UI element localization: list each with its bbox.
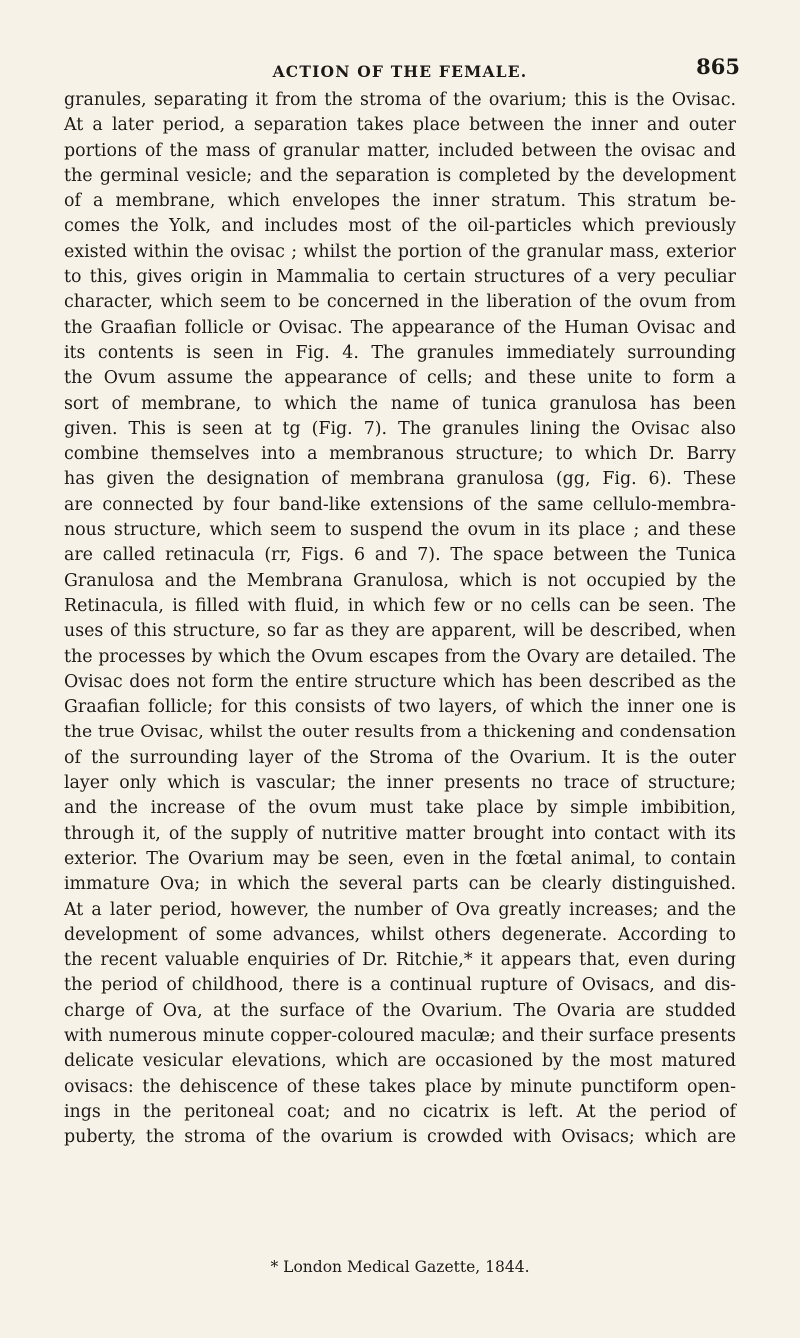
text-line: development of some advances, whilst others degenerate. According to	[64, 924, 736, 945]
text-line: exterior. The Ovarium may be seen, even in the fœtal animal, to contain	[64, 848, 736, 869]
text-line: nous structure, which seem to suspend the ovum in its place ; and these	[64, 520, 736, 541]
text-line: Graafian follicle; for this consists of two layers, of which the inner one is	[64, 697, 736, 718]
text-line: through it, of the supply of nutritive matter brought into contact with its	[64, 823, 736, 844]
text-line: the period of childhood, there is a continual rupture of Ovisacs, and dis-	[64, 975, 736, 996]
text-line: delicate vesicular elevations, which are occasioned by the most matured	[64, 1051, 736, 1072]
page-number: 865	[696, 54, 740, 79]
text-line: the processes by which the Ovum escapes from the Ovary are detailed. The	[64, 646, 736, 667]
text-line: existed within the ovisac ; whilst the portion of the granular mass, exterior	[64, 241, 736, 262]
text-line: of a membrane, which envelopes the inner stratum. This stratum be-	[64, 191, 736, 212]
text-line: combine themselves into a membranous structure; to which Dr. Barry	[64, 444, 736, 465]
text-line: ings in the peritoneal coat; and no cicatrix is left. At the period of	[64, 1101, 736, 1122]
text-line: puberty, the stroma of the ovarium is crowded with Ovisacs; which are	[64, 1127, 736, 1148]
text-line: with numerous minute copper-coloured maculæ; and their surface presents	[64, 1025, 736, 1046]
text-line: character, which seem to be concerned in the liberation of the ovum from	[64, 292, 736, 313]
text-line: to this, gives origin in Mammalia to certain structures of a very peculiar	[64, 267, 736, 288]
text-line: Ovisac does not form the entire structure which has been described as the	[64, 671, 736, 692]
running-head	[0, 54, 800, 90]
text-line: granules, separating it from the stroma of the ovarium; this is the Ovisac.	[64, 90, 736, 110]
text-line: its contents is seen in Fig. 4. The granules immediately surrounding	[64, 342, 736, 363]
running-header-title: ACTION OF THE FEMALE.	[272, 62, 528, 81]
text-line: are called retinacula (rr, Figs. 6 and 7). The space between the Tunica	[64, 545, 736, 566]
text-line: Granulosa and the Membrana Granulosa, which is not occupied by the	[64, 570, 736, 591]
footnote: * London Medical Gazette, 1844.	[270, 1258, 530, 1276]
text-line: the germinal vesicle; and the separation is completed by the development	[64, 165, 736, 186]
text-line: ovisacs: the dehiscence of these takes place by minute punctiform open-	[64, 1076, 736, 1097]
text-line: sort of membrane, to which the name of tunica granulosa has been	[64, 393, 736, 414]
text-line: of the surrounding layer of the Stroma of the Ovarium. It is the outer	[64, 747, 736, 768]
text-line: the true Ovisac, whilst the outer results from a thickening and condensation	[64, 722, 736, 743]
body-text	[64, 88, 736, 1150]
text-line: are connected by four band-like extensions of the same cellulo-membra-	[64, 494, 736, 515]
text-line: the Ovum assume the appearance of cells; and these unite to form a	[64, 368, 736, 389]
text-line: uses of this structure, so far as they are apparent, will be described, when	[64, 621, 736, 642]
text-line: the recent valuable enquiries of Dr. Ritchie,* it appears that, even during	[64, 950, 736, 971]
text-line: and the increase of the ovum must take place by simple imbibition,	[64, 798, 736, 819]
text-line: immature Ova; in which the several parts can be clearly distinguished.	[64, 874, 736, 895]
text-line: At a later period, a separation takes place between the inner and outer	[64, 115, 736, 136]
text-line: the Graafian follicle or Ovisac. The appearance of the Human Ovisac and	[64, 317, 736, 338]
text-line: given. This is seen at tg (Fig. 7). The granules lining the Ovisac also	[64, 418, 736, 439]
text-line: At a later period, however, the number of Ova greatly increases; and the	[64, 899, 736, 920]
text-line: charge of Ova, at the surface of the Ovarium. The Ovaria are studded	[64, 1000, 736, 1021]
text-line: has given the designation of membrana granulosa (gg, Fig. 6). These	[64, 469, 736, 490]
text-line: comes the Yolk, and includes most of the oil-particles which previously	[64, 216, 736, 237]
text-line: portions of the mass of granular matter, included between the ovisac and	[64, 140, 736, 161]
text-line: Retinacula, is filled with fluid, in which few or no cells can be seen. The	[64, 595, 736, 616]
text-line: layer only which is vascular; the inner presents no trace of structure;	[64, 773, 736, 794]
